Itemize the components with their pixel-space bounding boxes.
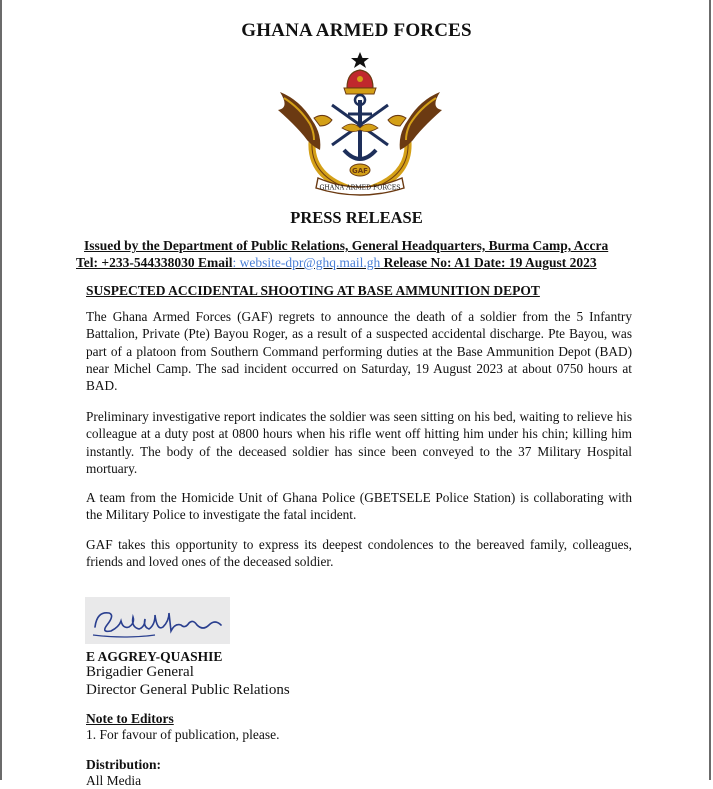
- paragraph-1: The Ghana Armed Forces (GAF) regrets to announce the death of a soldier from the 5 Infantry Battalion, Private (Pte) Bayou Roger, as a result of a suspected accidental discharge. Pte Bayou, was part of a platoon from Southern Command performing duties at the Base Ammunition Depot (BAD) near Michel Camp. The sad incident occurred on Saturday, 19 August 2023 at about 0750 hours at BAD.: [86, 309, 632, 394]
- notes-heading: Note to Editors: [86, 711, 174, 726]
- page-right-border: [709, 0, 711, 780]
- paragraph-4: GAF takes this opportunity to express its deepest condolences to the bereaved family, colleagues, friends and loved ones of the deceased soldier.: [86, 537, 632, 570]
- handwritten-signature: [85, 597, 230, 644]
- svg-text:GHANA ARMED FORCES: GHANA ARMED FORCES: [319, 184, 401, 192]
- contact-line: [76, 255, 597, 271]
- distribution-heading: Distribution:: [86, 757, 162, 772]
- email-link[interactable]: : website-dpr@ghq.mail.gh: [232, 255, 381, 270]
- gaf-crest-logo: [270, 50, 450, 200]
- paragraph-2: Preliminary investigative report indicates the soldier was seen sitting on his bed, waiting to relieve his colleague at a duty post at 0800 hours when his rifle went off hitting him under his chin; killing him instantly. The body of the deceased soldier has since been conveyed to the 37 Military Hospital mortuary.: [86, 409, 632, 476]
- press-release-title: PRESS RELEASE: [290, 208, 423, 227]
- release-info: Release No: A1 Date: 19 August 2023: [380, 255, 597, 270]
- phone-label: Tel: +233-544338030 Email: [76, 255, 233, 270]
- page-left-border: [0, 0, 2, 780]
- signatory-name: E AGGREY-QUASHIE: [86, 649, 223, 664]
- distribution-item: All Media: [86, 773, 142, 788]
- headline: SUSPECTED ACCIDENTAL SHOOTING AT BASE AMMUNITION DEPOT: [86, 283, 540, 298]
- signatory-rank: Brigadier General: [86, 664, 194, 680]
- issuer-line: Issued by the Department of Public Relations, General Headquarters, Burma Camp, Accra: [84, 238, 609, 253]
- paragraph-3: A team from the Homicide Unit of Ghana Police (GBETSELE Police Station) is collaborating with the Military Police to investigate the fatal incident.: [86, 490, 632, 523]
- org-title: GHANA ARMED FORCES: [241, 20, 472, 41]
- signatory-title: Director General Public Relations: [86, 682, 290, 698]
- svg-text:GAF: GAF: [352, 167, 368, 175]
- notes-item: 1. For favour of publication, please.: [86, 727, 280, 742]
